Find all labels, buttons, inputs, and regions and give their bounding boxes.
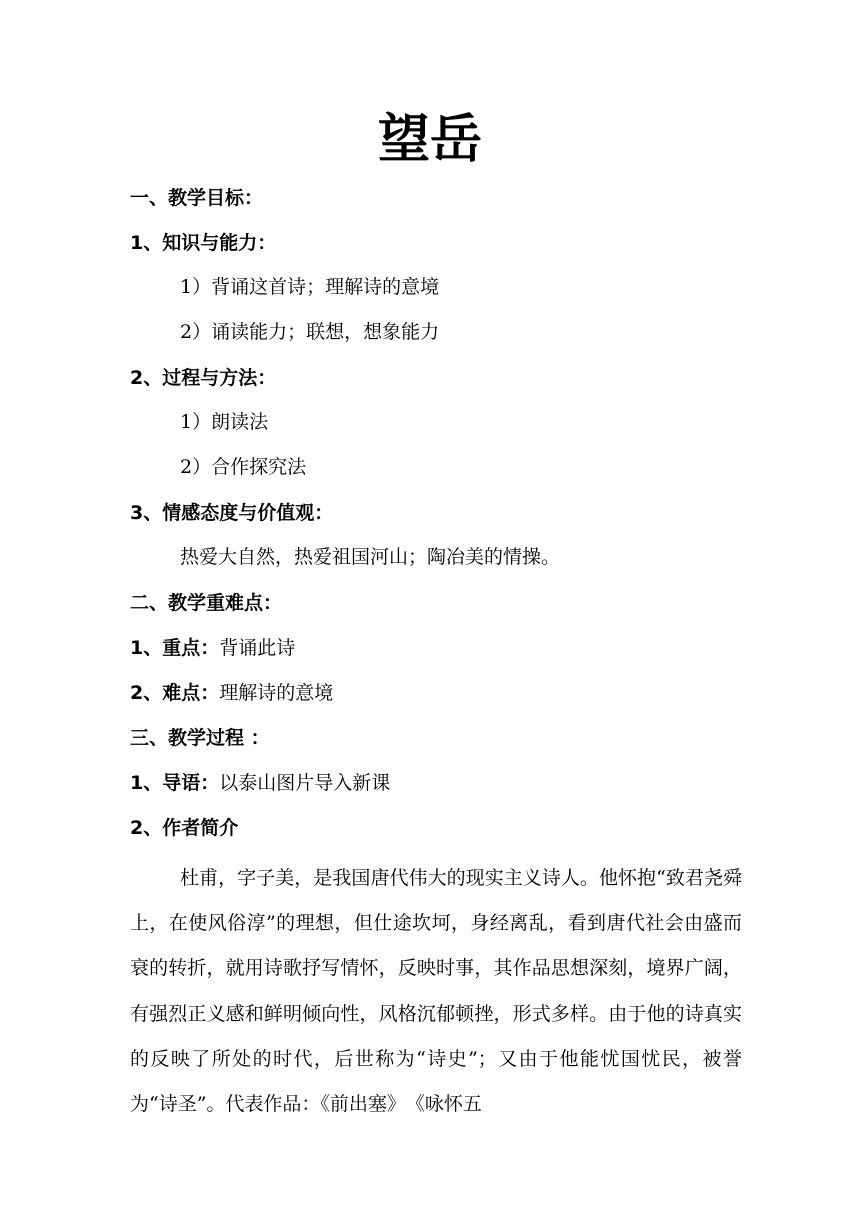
author-paragraph: 杜甫，字子美，是我国唐代伟大的现实主义诗人。他怀抱“致君尧舜上，在使风俗淳”的理想，但仕途坎坷，身经离乱，看到唐代社会由盛而衰的转折，就用诗歌抒写情怀，反映时事，其作品思想深刻，境界广阔，有强烈正义感和鲜明倾向性，风格沉郁顿挫，形式多样。由于他的诗真实的反映了所处的时代，后世称为“诗史”；又由于他能忧国忧民，被誉为“诗圣”。代表作品：《前出塞》 《咏怀五 xyxy=(130,867,742,1116)
list-item: 2）合作探究法 xyxy=(180,456,307,478)
subheading-process: 2、过程与方法： xyxy=(130,367,277,389)
difficult-point-text: 理解诗的意境 xyxy=(219,682,334,704)
difficult-point-line xyxy=(130,681,333,705)
section-heading-objectives: 一、教学目标： xyxy=(130,187,264,209)
section-heading-key-points: 二、教学重难点： xyxy=(130,592,283,614)
section-heading-process: 三、教学过程 ： xyxy=(130,727,270,749)
intro-line xyxy=(130,771,390,795)
list-item: 1）朗读法 xyxy=(180,411,269,433)
difficult-point-label: 2、难点： xyxy=(130,682,220,704)
subheading-knowledge: 1、知识与能力： xyxy=(130,232,277,254)
intro-text: 以泰山图片导入新课 xyxy=(219,772,391,794)
attitude-text: 热爱大自然，热爱祖国河山；陶冶美的情操。 xyxy=(180,546,561,568)
key-point-text: 背诵此诗 xyxy=(219,637,296,659)
subheading-author: 2、作者简介 xyxy=(130,817,239,839)
intro-label: 1、导语： xyxy=(130,772,220,794)
subheading-attitude: 3、情感态度与价值观： xyxy=(130,502,334,524)
list-item: 2）诵读能力；联想，想象能力 xyxy=(180,321,440,343)
document-title: 望岳 xyxy=(377,110,482,170)
key-point-label: 1、重点： xyxy=(130,637,220,659)
list-item: 1）背诵这首诗；理解诗的意境 xyxy=(180,276,440,298)
key-point-line xyxy=(130,636,295,660)
